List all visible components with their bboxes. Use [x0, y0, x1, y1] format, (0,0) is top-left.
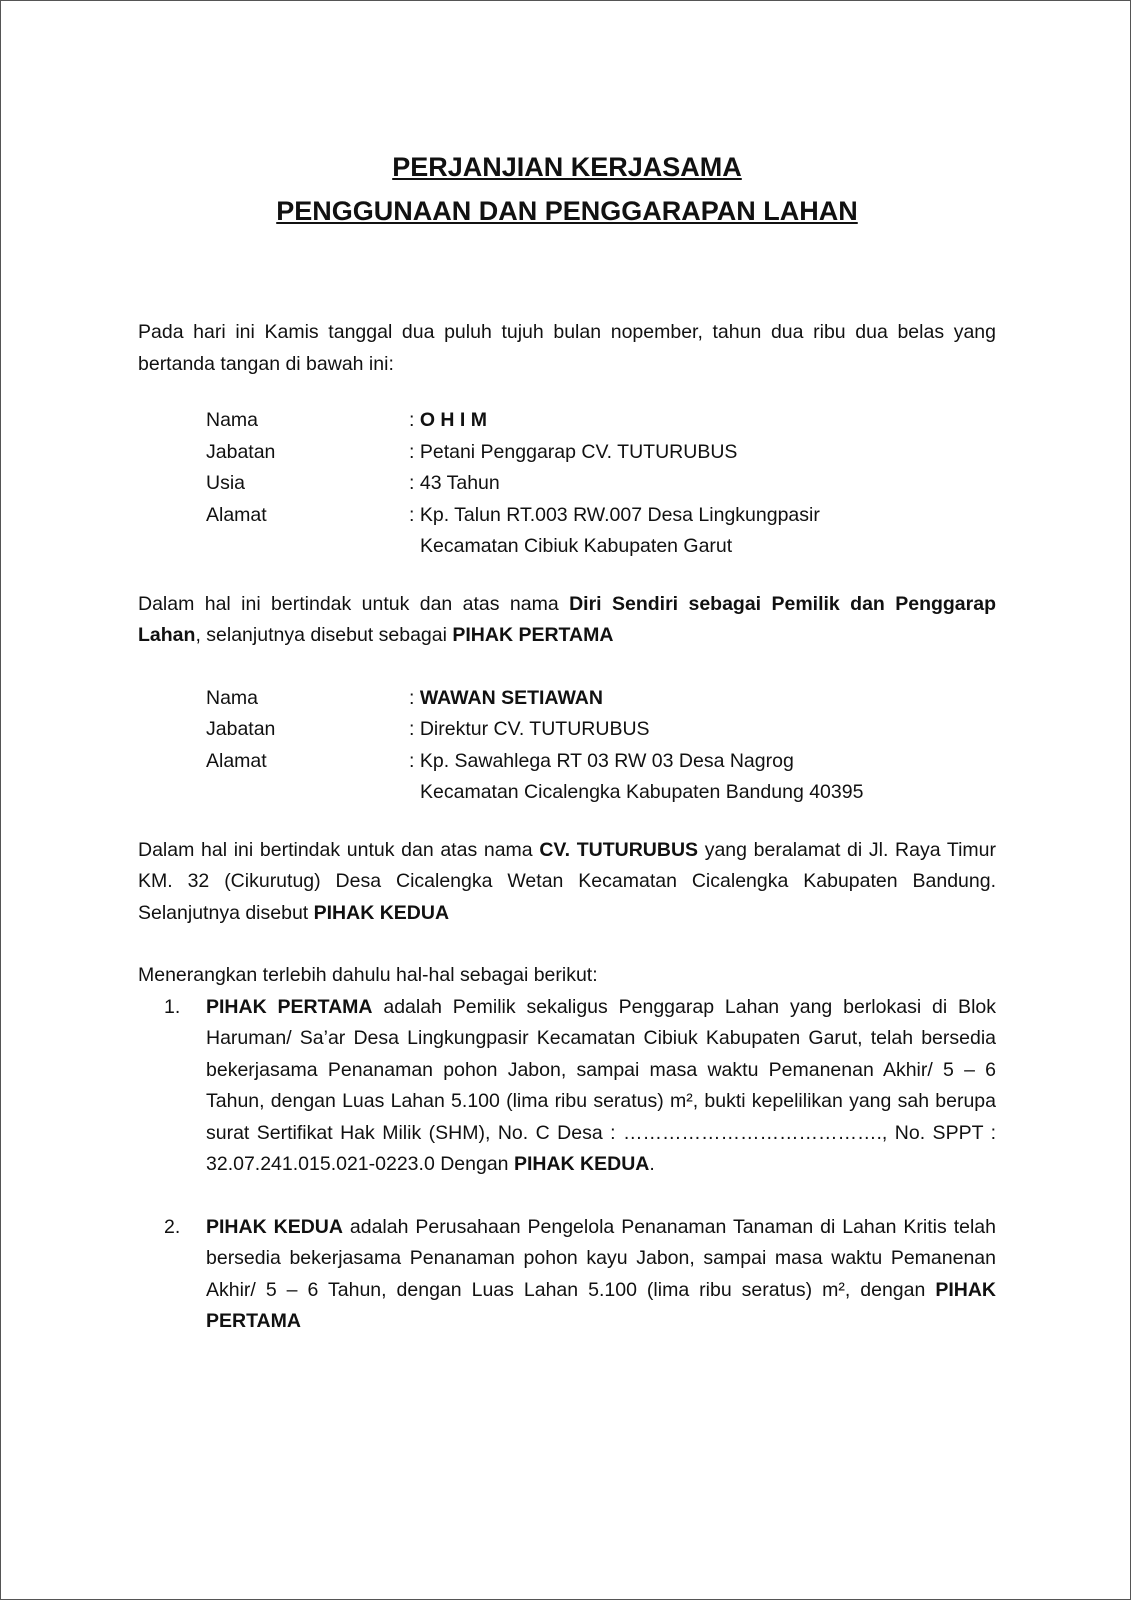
party-one-name: O H I M — [419, 409, 488, 431]
recitals-intro: Menerangkan terlebih dahulu hal-hal sebagai berikut: — [138, 964, 598, 986]
field-value: : Kp. Sawahlega RT 03 RW 03 Desa Nagrog — [409, 749, 794, 772]
document-subtitle: PENGGUNAAN DAN PENGGARAPAN LAHAN — [276, 196, 858, 226]
field-label: Nama — [206, 409, 259, 431]
party-one-position: Petani Penggarap CV. TUTURUBUS — [419, 440, 738, 463]
party-one-address-row-2 — [206, 531, 996, 563]
list-text: PIHAK KEDUA adalah Perusahaan Pengelola Penanaman Tanaman di Lahan Kritis telah bersedia bekerjasama Penanaman pohon kayu Jabon, sampai masa waktu Pemanenan Akhir/ 5 – 6 Tahun, dengan Luas Lahan 5.100 (lima ribu seratus) m², dengan PIHAK PERTAMA — [206, 1215, 996, 1332]
list-item — [138, 992, 996, 1181]
party-two-name-row — [206, 683, 996, 715]
field-label: Alamat — [206, 749, 267, 772]
party-one-age: 43 Tahun — [419, 472, 500, 494]
party-two-position: Direktur CV. TUTURUBUS — [419, 718, 650, 740]
party-two-description: Dalam hal ini bertindak untuk dan atas nama CV. TUTURUBUS yang beralamat di Jl. Raya Timur KM. 32 (Cikurutug) Desa Cicalengka Wetan Kecamatan Cicalengka Kabupaten Bandung. Selanjutnya disebut PIHAK KEDUA — [138, 838, 996, 924]
party-two-position-row — [206, 714, 996, 746]
party-two-address-line1: Kp. Sawahlega RT 03 RW 03 Desa Nagrog — [419, 749, 794, 772]
field-value: : WAWAN SETIAWAN — [409, 686, 603, 709]
party-one-description: Dalam hal ini bertindak untuk dan atas nama Diri Sendiri sebagai Pemilik dan Penggarap Lahan, selanjutnya disebut sebagai PIHAK PERTAMA — [138, 592, 996, 646]
party-one-position-row — [206, 437, 996, 469]
party-one-address-line2: Kecamatan Cibiuk Kabupaten Garut — [420, 535, 733, 557]
field-value: : 43 Tahun — [409, 472, 500, 494]
list-number: 1. — [164, 995, 181, 1018]
recitals-list — [138, 992, 996, 1338]
party-one-details — [206, 405, 996, 563]
field-value: : Petani Penggarap CV. TUTURUBUS — [409, 440, 738, 463]
party-one-age-row — [206, 468, 996, 500]
party-two-address-row-2 — [206, 777, 996, 809]
field-label: Jabatan — [206, 718, 276, 740]
party-one-name-row — [206, 405, 996, 437]
document-content — [138, 151, 996, 1369]
list-item — [138, 1212, 996, 1338]
document-title: PERJANJIAN KERJASAMA — [392, 152, 742, 182]
field-value: : Kp. Talun RT.003 RW.007 Desa Lingkungpasir — [409, 503, 820, 526]
field-label: Jabatan — [206, 440, 276, 463]
party-one-address-line1: Kp. Talun RT.003 RW.007 Desa Lingkungpasir — [419, 503, 820, 526]
list-text: PIHAK PERTAMA adalah Pemilik sekaligus Penggarap Lahan yang berlokasi di Blok Haruman/ Sa’ar Desa Lingkungpasir Kecamatan Cibiuk Kabupaten Garut, telah bersedia bekerjasama Penanaman pohon Jabon, sampai masa waktu Pemanenan Akhir/ 5 – 6 Tahun, dengan Luas Lahan 5.100 (lima ribu seratus) m², bukti kepelilikan yang sah berupa surat Sertifikat Hak Milik (SHM), No. C Desa : …………………………………., No. SPPT : 32.07.241.015.021-0223.0 Dengan PIHAK KEDUA. — [206, 995, 996, 1175]
title-block — [138, 151, 996, 227]
field-label: Usia — [206, 472, 246, 494]
field-value: : Direktur CV. TUTURUBUS — [409, 718, 650, 740]
party-two-address-row — [206, 746, 996, 778]
field-value: : O H I M — [409, 409, 488, 431]
list-number: 2. — [164, 1215, 181, 1238]
party-two-name: WAWAN SETIAWAN — [419, 686, 603, 709]
party-two-address-line2: Kecamatan Cicalengka Kabupaten Bandung 40395 — [420, 781, 864, 803]
intro-paragraph: Pada hari ini Kamis tanggal dua puluh tujuh bulan nopember, tahun dua ribu dua belas yang bertanda tangan di bawah ini: — [138, 321, 996, 375]
field-label: Alamat — [206, 503, 267, 526]
party-two-details — [206, 683, 996, 809]
party-one-address-row — [206, 500, 996, 532]
field-label: Nama — [206, 686, 259, 709]
